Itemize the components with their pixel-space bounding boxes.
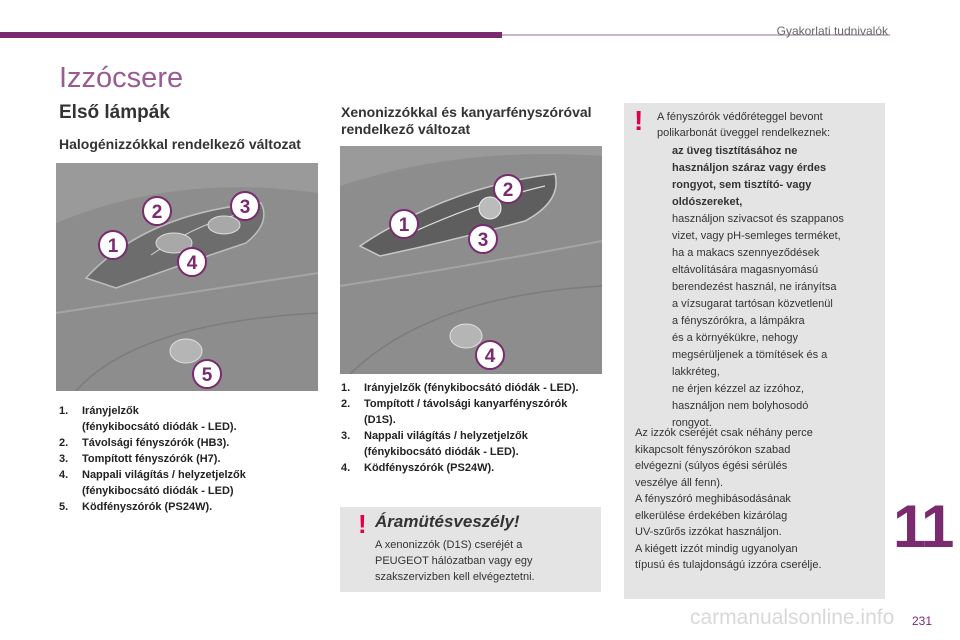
- warning-icon: !: [358, 509, 367, 539]
- list-item: 4. Ködfényszórók (PS24W).: [341, 462, 495, 474]
- halogen-heading: Halogénizzókkal rendelkező változat: [59, 136, 301, 152]
- halogen-callout-4: 4: [186, 253, 198, 274]
- xenon-callout-4: 4: [484, 346, 496, 367]
- list-item: 3. Tompított fényszórók (H7).: [59, 453, 221, 465]
- header-accent-bar: [0, 32, 502, 38]
- xenon-callout-2: 2: [502, 180, 514, 201]
- list-item: 1. Irányjelzők (fénykibocsátó diódák - LED).: [59, 405, 237, 433]
- shock-warning-title: Áramütésveszély!: [375, 512, 520, 531]
- care-warning-box: [624, 103, 885, 599]
- care-warning-notes: Az izzók cseréjét csak néhány perce kikapcsolt fényszórókon szabad elvégezni (súlyos égési sérülés veszélye áll fenn). A fényszóró meghibásodásának elkerülése érdekében kizárólag UV-szűrős izzókat használjon. A kiégett izzót mindig ugyanolyan típusú és tulajdonságú izzóra cserélje.: [635, 427, 822, 571]
- list-item: 5. Ködfényszórók (PS24W).: [59, 501, 213, 513]
- section-heading: Első lámpák: [59, 102, 170, 123]
- halogen-callout-1: 1: [107, 236, 119, 257]
- list-item: 2. Távolsági fényszórók (HB3).: [59, 437, 230, 449]
- list-item: 1. Irányjelzők (fénykibocsátó diódák - LED).: [341, 382, 579, 394]
- halogen-callout-3: 3: [239, 197, 251, 218]
- xenon-photo-drawing: [340, 146, 602, 374]
- shock-warning-text: A xenonizzók (D1S) cseréjét a PEUGEOT hálózatban vagy egy szakszervizben kell elvégeztetni.: [375, 539, 535, 583]
- care-warning-intro: A fényszórók védőréteggel bevont polikarbonát üveggel rendelkeznek:: [657, 111, 831, 139]
- halogen-callout-2: 2: [151, 202, 163, 223]
- list-item: ha a makacs szennyeződések eltávolítására magasnyomású berendezést használ, ne irányítsa a vízsugarat tartósan közvetlenül a fényszórókra, a lámpákra és a környékükre, nehogy megsérüljenek a tömítések és a lakkréteg,: [672, 247, 837, 378]
- xenon-heading: Xenonizzókkal és kanyarfényszóróval rendelkező változat: [341, 104, 592, 137]
- xenon-callout-1: 1: [398, 215, 410, 236]
- warning-icon: !: [634, 105, 644, 136]
- list-item: ne érjen kézzel az izzóhoz, használjon nem bolyhosodó rongyot.: [672, 383, 809, 429]
- xenon-bulb-list: [341, 380, 611, 476]
- halogen-bulb-list: [59, 403, 319, 515]
- page-number: 231: [912, 614, 933, 628]
- care-warning-bullets: [644, 143, 880, 432]
- halogen-callout-5: 5: [201, 365, 213, 386]
- halogen-headlamp-photo: [56, 163, 318, 391]
- halogen-photo-drawing: [56, 163, 318, 391]
- watermark: carmanualsonline.info: [690, 606, 895, 629]
- section-label: Gyakorlati tudnivalók: [776, 24, 888, 38]
- xenon-headlamp-photo: [340, 146, 602, 374]
- list-item: az üveg tisztításához ne használjon száraz vagy érdes rongyot, sem tisztító- vagy oldószereket,: [672, 145, 827, 208]
- shock-warning-box: [340, 507, 601, 592]
- list-item: 4. Nappali világítás / helyzetjelzők (fénykibocsátó diódák - LED): [59, 469, 246, 497]
- page-title: Izzócsere: [59, 62, 184, 94]
- xenon-callout-3: 3: [477, 230, 489, 251]
- list-item: 3. Nappali világítás / helyzetjelzők (fénykibocsátó diódák - LED).: [341, 430, 528, 458]
- list-item: használjon szivacsot és szappanos vizet, vagy pH-semleges terméket,: [672, 213, 844, 242]
- list-item: 2. Tompított / távolsági kanyarfényszórók (D1S).: [341, 398, 568, 426]
- chapter-number: 11: [893, 493, 953, 560]
